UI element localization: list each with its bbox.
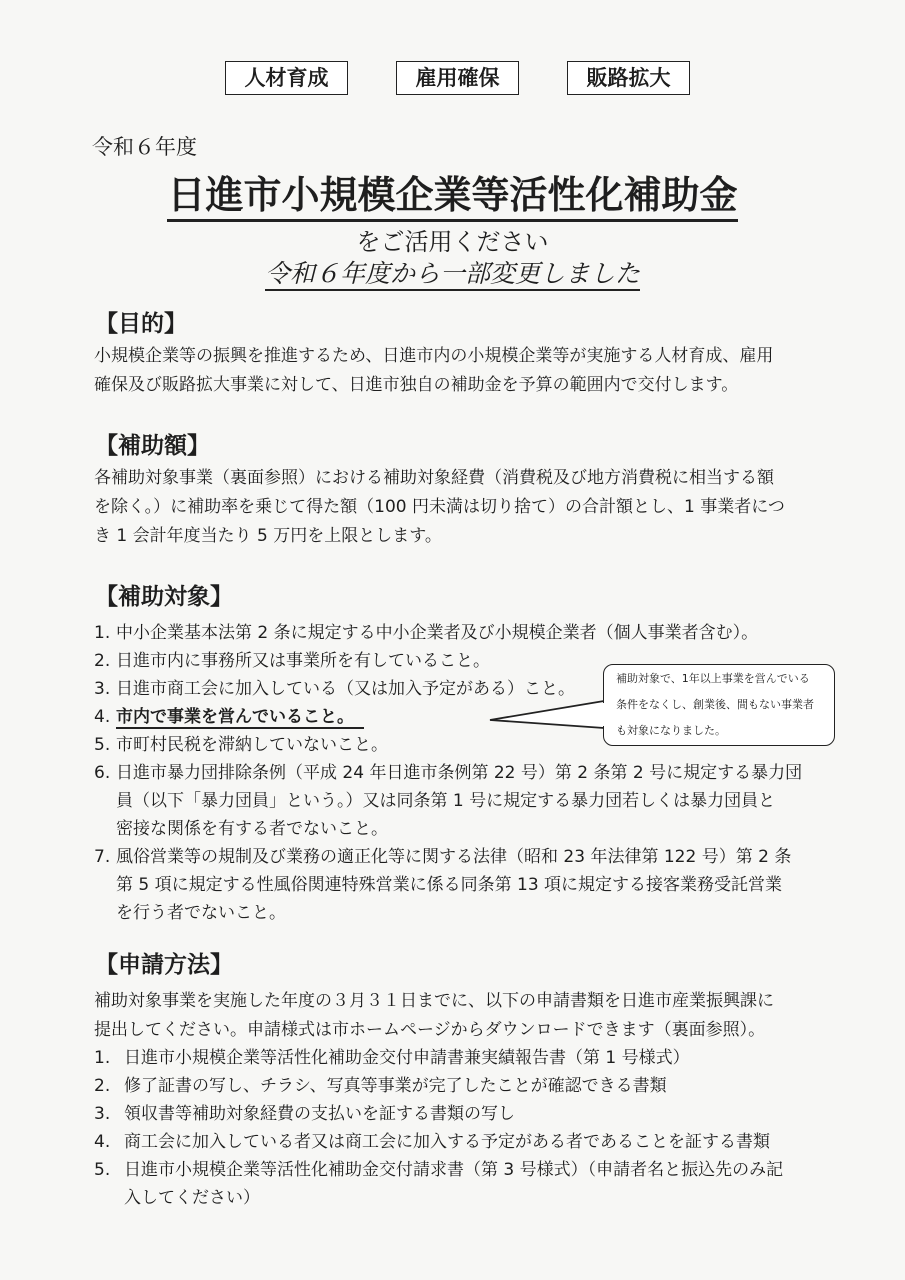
item-number: 1. xyxy=(94,623,111,643)
amount-line: き 1 会計年度当たり 5 万円を上限とします。 xyxy=(94,526,442,546)
callout-line: 補助対象で、1年以上事業を営んでいる xyxy=(616,672,810,685)
item-number: 2. xyxy=(94,651,111,671)
item-text: 市町村民税を滞納していないこと。 xyxy=(116,735,388,755)
item-number: 2. xyxy=(94,1076,111,1096)
category-tags xyxy=(0,61,905,95)
amount-heading: 【補助額】 xyxy=(95,433,210,459)
purpose-heading: 【目的】 xyxy=(95,311,187,337)
application-line: 提出してください。申請様式は市ホームページからダウンロードできます（裏面参照）。 xyxy=(94,1020,766,1040)
purpose-text xyxy=(94,342,824,400)
item-text: 領収書等補助対象経費の支払いを証する書類の写し xyxy=(124,1104,515,1124)
item-number: 4. xyxy=(94,1132,111,1152)
amount-text xyxy=(94,464,824,551)
item-text: を行う者でないこと。 xyxy=(116,903,286,923)
list-item xyxy=(94,619,834,647)
callout-line: 条件をなくし、創業後、間もない事業者 xyxy=(616,698,814,711)
list-item xyxy=(94,1156,834,1212)
item-text: 日進市小規模企業等活性化補助金交付申請書兼実績報告書（第 1 号様式） xyxy=(124,1048,690,1068)
list-item xyxy=(94,759,834,843)
item-text: 風俗営業等の規制及び業務の適正化等に関する法律（昭和 23 年法律第 122 号）第 2 条 xyxy=(116,847,792,867)
item-number: 7. xyxy=(94,847,111,867)
purpose-line: 確保及び販路拡大事業に対して、日進市独自の補助金を予算の範囲内で交付します。 xyxy=(94,375,739,395)
application-text xyxy=(94,987,834,1045)
item-number: 5. xyxy=(94,735,111,755)
application-heading: 【申請方法】 xyxy=(95,952,233,978)
item-number: 4. xyxy=(94,707,111,727)
item-text: 修了証書の写し、チラシ、写真等事業が完了したことが確認できる書類 xyxy=(124,1076,667,1096)
item-text: 日進市小規模企業等活性化補助金交付請求書（第 3 号様式）（申請者名と振込先のみ記 xyxy=(124,1160,784,1180)
purpose-line: 小規模企業等の振興を推進するため、日進市内の小規模企業等が実施する人材育成、雇用 xyxy=(94,346,774,366)
callout-line: も対象になりました。 xyxy=(616,724,726,737)
item-number: 3. xyxy=(94,1104,111,1124)
subtitle: をご活用ください xyxy=(356,228,549,256)
page-title xyxy=(0,164,905,219)
item-number: 3. xyxy=(94,679,111,699)
amount-line: 各補助対象事業（裏面参照）における補助対象経費（消費税及び地方消費税に相当する額 xyxy=(94,468,774,488)
item-number: 6. xyxy=(94,763,111,783)
item-text-highlighted: 市内で事業を営んでいること。 xyxy=(116,707,364,729)
change-note xyxy=(0,254,905,290)
item-number: 5. xyxy=(94,1160,111,1180)
list-item xyxy=(94,843,834,927)
tag-market-expansion: 販路拡大 xyxy=(567,61,690,95)
item-text: 中小企業基本法第 2 条に規定する中小企業者及び小規模企業者（個人事業者含む）。 xyxy=(116,623,759,643)
item-text: 日進市内に事務所又は事業所を有していること。 xyxy=(116,651,490,671)
change-note-text: 令和６年度から一部変更しました xyxy=(265,259,640,291)
eligibility-heading: 【補助対象】 xyxy=(95,584,233,610)
fiscal-year: 令和６年度 xyxy=(92,135,197,159)
item-text: 入してください） xyxy=(124,1188,260,1208)
amount-line: を除く。）に補助率を乗じて得た額（100 円未満は切り捨て）の合計額とし、1 事業者につ xyxy=(94,497,785,517)
list-item xyxy=(94,1128,834,1156)
item-text: 日進市商工会に加入している（又は加入予定がある）こと。 xyxy=(116,679,575,699)
application-documents-list xyxy=(94,1044,834,1212)
item-text: 密接な関係を有する者でないこと。 xyxy=(116,819,388,839)
list-item xyxy=(94,1072,834,1100)
list-item xyxy=(94,1100,834,1128)
tag-human-resources: 人材育成 xyxy=(225,61,348,95)
item-text: 第 5 項に規定する性風俗関連特殊営業に係る同条第 13 項に規定する接客業務受託営業 xyxy=(116,875,783,895)
item-number: 1. xyxy=(94,1048,111,1068)
change-callout xyxy=(603,664,835,746)
item-text: 員（以下「暴力団員」という。）又は同条第 1 号に規定する暴力団若しくは暴力団員と xyxy=(116,791,776,811)
page-title-text: 日進市小規模企業等活性化補助金 xyxy=(167,173,737,222)
list-item xyxy=(94,1044,834,1072)
tag-employment: 雇用確保 xyxy=(396,61,519,95)
item-text: 商工会に加入している者又は商工会に加入する予定がある者であることを証する書類 xyxy=(124,1132,770,1152)
item-text: 日進市暴力団排除条例（平成 24 年日進市条例第 22 号）第 2 条第 2 号に規定する暴力団 xyxy=(116,763,803,783)
application-line: 補助対象事業を実施した年度の３月３１日までに、以下の申請書類を日進市産業振興課に xyxy=(94,991,774,1011)
